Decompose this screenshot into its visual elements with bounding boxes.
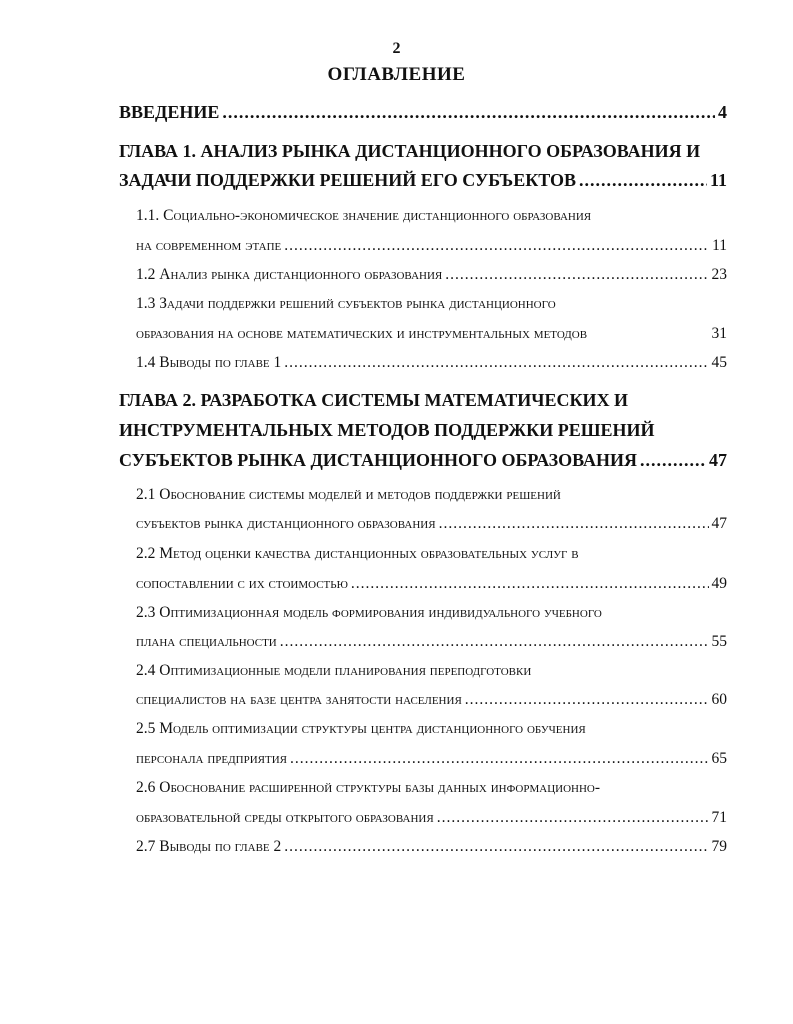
page-number: 2: [392, 40, 401, 57]
toc-entry-title: ВВЕДЕНИЕ: [119, 102, 220, 122]
toc-entry-title: СУБЪЕКТОВ РЫНКА ДИСТАНЦИОННОГО ОБРАЗОВАНИЯ: [119, 450, 638, 470]
toc-title: ОГЛАВЛЕНИЕ: [327, 64, 466, 85]
toc-entry-page: 11: [709, 170, 727, 190]
toc-entry-title: специалистов на базе центра занятости населения: [136, 691, 462, 708]
toc-entry-page: 4: [718, 102, 727, 122]
toc-entry-title: субъектов рынка дистанционного образования: [136, 515, 436, 532]
toc-entry-title: образования на основе математических и инструментальных методов: [136, 325, 588, 342]
dot-leader: [465, 691, 709, 709]
dot-leader: [222, 102, 715, 123]
toc-entry-title: ЗАДАЧИ ПОДДЕРЖКИ РЕШЕНИЙ ЕГО СУБЪЕКТОВ: [119, 170, 577, 190]
dot-leader: [284, 354, 708, 372]
toc-entry-page: 47: [709, 450, 727, 470]
toc-entry-title: 2.5 Модель оптимизации структуры центра дистанционного обучения: [136, 720, 586, 737]
toc-entry-title: 2.1 Обоснование системы моделей и методов поддержки решений: [136, 486, 561, 503]
toc-entry-page: 47: [711, 515, 727, 532]
dot-leader: [445, 266, 708, 284]
dot-leader: [284, 838, 708, 856]
dot-leader: [290, 750, 709, 768]
toc-entry-title: ГЛАВА 2. РАЗРАБОТКА СИСТЕМЫ МАТЕМАТИЧЕСКИХ И: [119, 390, 629, 410]
toc-entry-title: 1.2 Анализ рынка дистанционного образования: [136, 266, 443, 283]
toc-entry-page: 31: [711, 325, 727, 342]
toc-entry-page: 45: [711, 354, 727, 371]
toc-entry-title: персонала предприятия: [136, 750, 287, 767]
dot-leader: [437, 809, 709, 827]
toc-entry-page: 11: [712, 237, 727, 254]
dot-leader: [284, 237, 709, 255]
dot-leader: [280, 633, 709, 651]
dot-leader: [579, 170, 707, 191]
toc-entry-page: 23: [711, 266, 727, 283]
toc-entry-page: 60: [711, 691, 727, 708]
toc-entry-title: ИНСТРУМЕНТАЛЬНЫХ МЕТОДОВ ПОДДЕРЖКИ РЕШЕНИЙ: [119, 420, 655, 440]
toc-entry-title: 1.4 Выводы по главе 1: [136, 354, 282, 371]
toc-entry-page: 55: [711, 633, 727, 650]
toc-entry-title: 2.6 Обоснование расширенной структуры базы данных информационно-: [136, 779, 601, 796]
toc-entry-title: 2.2 Метод оценки качества дистанционных образовательных услуг в: [136, 545, 579, 562]
toc-entry-title: ГЛАВА 1. АНАЛИЗ РЫНКА ДИСТАНЦИОННОГО ОБРАЗОВАНИЯ И: [119, 141, 701, 161]
toc-entry-title: 2.7 Выводы по главе 2: [136, 838, 282, 855]
toc-entry-page: 65: [711, 750, 727, 767]
dot-leader: [640, 450, 706, 471]
toc-entry-title: образовательной среды открытого образования: [136, 809, 434, 826]
toc-entry-title: 2.4 Оптимизационные модели планирования переподготовки: [136, 662, 532, 679]
toc-entry-title: на современном этапе: [136, 237, 282, 254]
toc-entry-title: плана специальности: [136, 633, 277, 650]
toc-entry-title: 2.3 Оптимизационная модель формирования индивидуального учебного: [136, 604, 602, 621]
toc-entry-title: 1.3 Задачи поддержки решений субъектов рынка дистанционного: [136, 295, 556, 312]
dot-leader: [439, 515, 709, 533]
toc-entry-page: 49: [711, 575, 727, 592]
toc-entry-title: 1.1. Социально-экономическое значение дистанционного образования: [136, 207, 592, 224]
toc-entry-title: сопоставлении с их стоимостью: [136, 575, 348, 592]
toc-entry-page: 79: [711, 838, 727, 855]
toc-entry-page: 71: [711, 809, 727, 826]
dot-leader: [351, 575, 709, 593]
